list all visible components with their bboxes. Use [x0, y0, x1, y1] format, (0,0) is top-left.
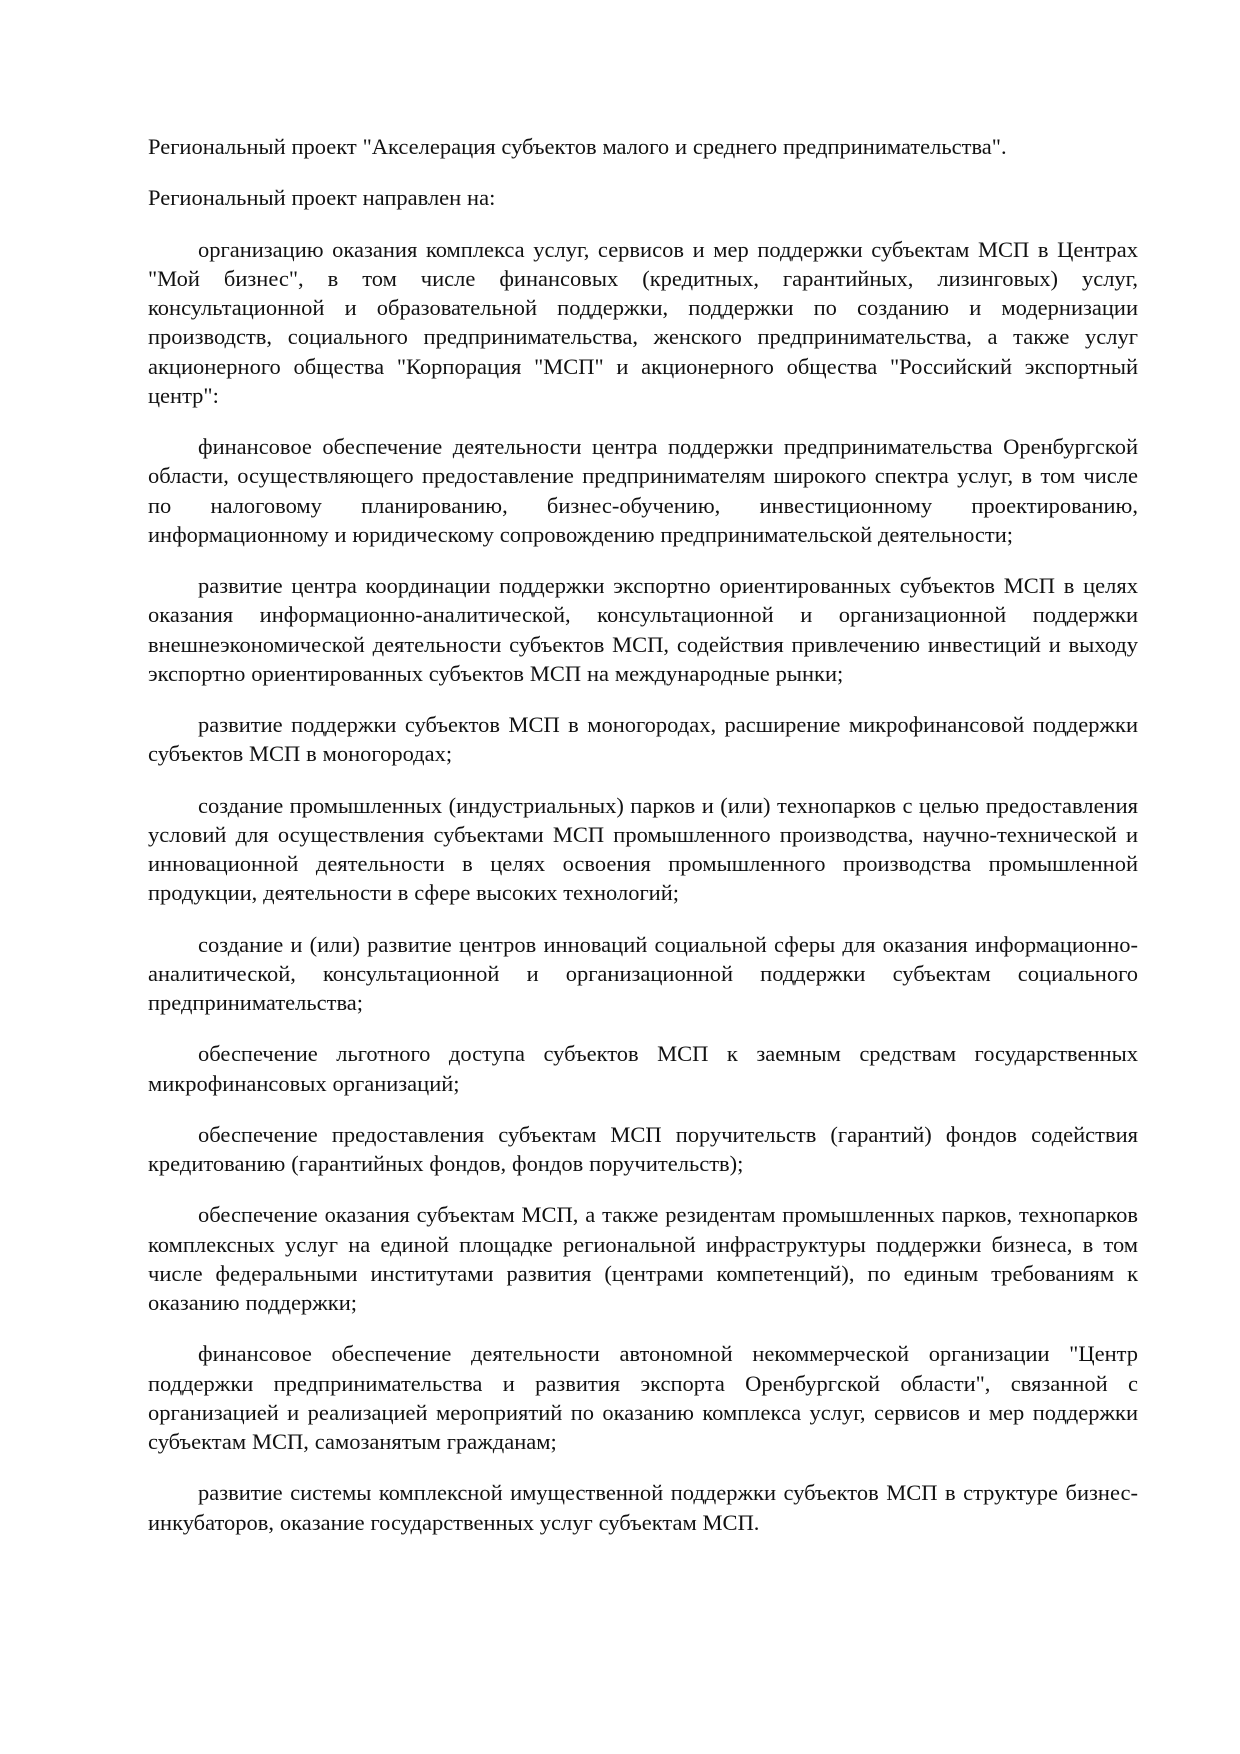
paragraph-item-ano-center-financing: финансовое обеспечение деятельности автономной некоммерческой организации "Центр поддержки предпринимательства и развития экспорта Оренбургской области", связанной с организацией и реализацией мероприятий по оказанию комплекса услуг, сервисов и мер поддержки субъектам МСП, самозанятым гражданам;: [148, 1341, 1138, 1454]
paragraph-item-preferential-loan-access: обеспечение льготного доступа субъектов МСП к заемным средствам государственных микрофинансовых организаций;: [148, 1041, 1138, 1096]
paragraph-item-social-innovation-centers: создание и (или) развитие центров инноваций социальной сферы для оказания информационно-аналитической, консультационной и организационной поддержки субъектам социального предпринимательства;: [148, 931, 1138, 1015]
paragraph-item-financial-support-center: финансовое обеспечение деятельности центра поддержки предпринимательства Оренбургской области, осуществляющего предоставление предпринимателям широкого спектра услуг, в том числе по налоговому планированию, бизнес-обучению, инвестиционному проектированию, информационному и юридическому сопровождению предпринимательской деятельности;: [148, 434, 1138, 547]
paragraph-item-export-coordination-center: развитие центра координации поддержки экспортно ориентированных субъектов МСП в целях оказания информационно-аналитической, консультационной и организационной поддержки внешнеэкономической деятельности субъектов МСП, содействия привлечению инвестиций и выходу экспортно ориентированных субъектов МСП на международные рынки;: [148, 573, 1138, 686]
paragraph-intro-aimed-at: Региональный проект направлен на:: [148, 185, 496, 211]
paragraph-item-complex-services-single-platform: обеспечение оказания субъектам МСП, а также резидентам промышленных парков, технопарков комплексных услуг на единой площадке региональной инфраструктуры поддержки бизнеса, в том числе федеральными институтами развития (центрами компетенций), по единым требованиям к оказанию поддержки;: [148, 1202, 1138, 1315]
document-body: [148, 132, 1138, 1537]
paragraph-heading-project-name: Региональный проект "Акселерация субъектов малого и среднего предпринимательства".: [148, 134, 1007, 159]
paragraph-item-monotowns-support: развитие поддержки субъектов МСП в моногородах, расширение микрофинансовой поддержки субъектов МСП в моногородах;: [148, 712, 1138, 767]
paragraph-item-guarantee-funds: обеспечение предоставления субъектам МСП поручительств (гарантий) фондов содействия кредитованию (гарантийных фондов, фондов поручительств);: [148, 1121, 1138, 1176]
paragraph-item-organization-of-services: организацию оказания комплекса услуг, сервисов и мер поддержки субъектам МСП в Центрах "Мой бизнес", в том числе финансовых (кредитных, гарантийных, лизинговых) услуг, консультационной и образовательной поддержки, поддержки по созданию и модернизации производств, социального предпринимательства, женского предпринимательства, а также услуг акционерного общества "Корпорация "МСП" и акционерного общества "Российский экспортный центр":: [148, 236, 1138, 408]
paragraph-item-business-incubators: развитие системы комплексной имущественной поддержки субъектов МСП в структуре бизнес-инкубаторов, оказание государственных услуг субъектам МСП.: [148, 1480, 1138, 1535]
paragraph-item-industrial-parks: создание промышленных (индустриальных) парков и (или) технопарков с целью предоставления условий для осуществления субъектами МСП промышленного производства, научно-технической и инновационной деятельности в целях освоения промышленного производства промышленной продукции, деятельности в сфере высоких технологий;: [148, 792, 1138, 906]
